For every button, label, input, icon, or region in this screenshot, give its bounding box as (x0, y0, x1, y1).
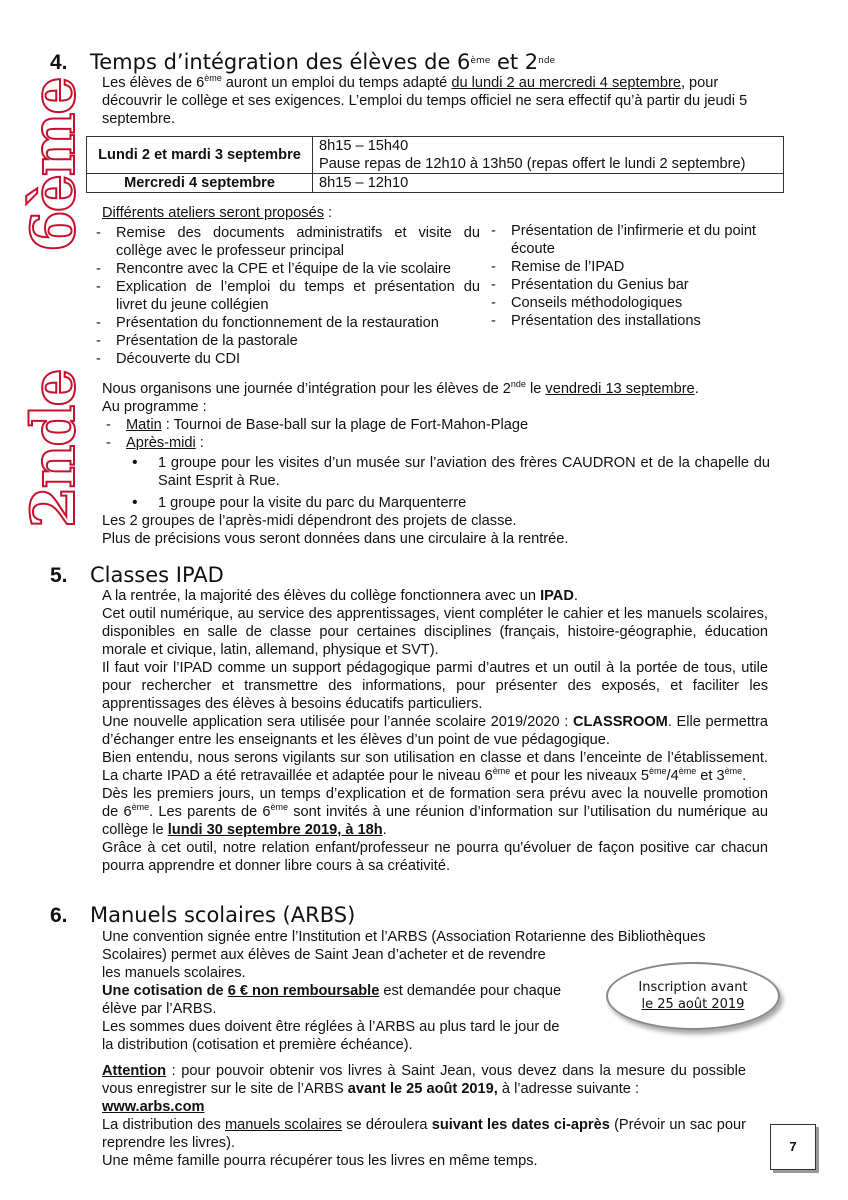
seconde-outro-2: Plus de précisions vous seront données dans une circulaire à la rentrée. (102, 531, 569, 547)
bubble-text: Inscription avant (638, 980, 748, 995)
schedule-table (86, 136, 784, 193)
list-item: - Explication de l’emploi du temps et présentation du livret du jeune collégien (96, 278, 480, 314)
section-5-title: 5. Classes IPAD (50, 563, 224, 587)
last-text: Une même famille pourra récupérer tous les livres en même temps. (102, 1153, 538, 1169)
section-4-intro: Les élèves de 6ème auront un emploi du temps adapté du lundi 2 au mercredi 4 septembre, pour découvrir le collège et ses exigences. L’emploi du temps officiel ne sera effectif qu’à partir du jeudi 5 septembre. (102, 73, 748, 127)
seconde-block (102, 380, 770, 548)
arbs-text: Scolaires) permet aux élèves de Saint Jean d’acheter et de revendre (102, 947, 546, 963)
schedule-hours: 8h15 – 15h40 Pause repas de 12h10 à 13h50 (repas offert le lundi 2 septembre) (313, 137, 784, 174)
list-item: - Présentation des installations (491, 312, 783, 330)
programme-label: Au programme : (102, 399, 207, 415)
cotisation-text: Une cotisation de 6 € non remboursable est demandée pour chaque (102, 983, 562, 999)
seconde-outro-1: Les 2 groupes de l’après-midi dépendront des projets de classe. (102, 513, 517, 529)
inscription-bubble (606, 962, 780, 1030)
section-5-body (102, 587, 768, 875)
sommes-text: la distribution (cotisation et première échéance). (102, 1037, 413, 1053)
ipad-paragraph: Il faut voir l’IPAD comme un support pédagogique parmi d’autres et un outil à la portée de tous, utile pour rechercher et transmettre des informations, pour présenter des exposés, et faciliter les apprentissages des élèves à besoins éducatifs particuliers. (102, 660, 768, 712)
ipad-intro: A la rentrée, la majorité des élèves du collège fonctionnera avec un IPAD. (102, 588, 578, 604)
ateliers-left-list (96, 224, 480, 368)
schedule-hours: 8h15 – 12h10 (313, 174, 784, 193)
list-item: • 1 groupe pour les visites d’un musée sur l’aviation des frères CAUDRON et de la chapelle du Saint Esprit à Rue. (102, 454, 770, 490)
ateliers-right-list (491, 222, 783, 330)
arbs-text: Une convention signée entre l’Institution et l’ARBS (Association Rotarienne des Bibliothèques (102, 929, 706, 945)
sommes-text: Les sommes dues doivent être réglées à l’ARBS au plus tard le jour de (102, 1019, 560, 1035)
table-row (87, 174, 784, 193)
section-6-title: 6. Manuels scolaires (ARBS) (50, 903, 356, 927)
page-number: 7 (770, 1124, 816, 1170)
table-row (87, 137, 784, 174)
section-4-title: 4. Temps d’intégration des élèves de 6ème et 2nde (50, 50, 556, 74)
conclusion-paragraph: Grâce à cet outil, notre relation enfant/professeur ne pourra qu'évoluer de façon positive car chacun pourra apprendre et donner libre cours à sa créativité. (102, 840, 768, 874)
list-item: - Remise des documents administratifs et visite du collège avec le professeur principal (96, 224, 480, 260)
list-item: - Après-midi : (106, 434, 770, 452)
list-item: - Matin : Tournoi de Base-ball sur la plage de Fort-Mahon-Plage (106, 416, 770, 434)
distribution-text: La distribution des manuels scolaires se déroulera suivant les dates ci-après (Prévoir un sac pour reprendre les livres). (102, 1117, 746, 1151)
attention-block (102, 1062, 746, 1170)
arbs-link[interactable]: www.arbs.com (102, 1099, 205, 1115)
side-label-seconde: 2nde (19, 370, 89, 528)
schedule-day: Lundi 2 et mardi 3 septembre (87, 137, 313, 174)
programme-list (106, 416, 770, 452)
reunion-paragraph: Dès les premiers jours, un temps d’explication et de formation sera prévu avec la nouvelle promotion de 6ème. Les parents de 6ème sont invités à une réunion d’information sur l’utilisation du numérique au collège le lundi 30 septembre 2019, à 18h. (102, 786, 768, 838)
list-item: - Rencontre avec la CPE et l’équipe de la vie scolaire (96, 260, 480, 278)
groupes-list (102, 454, 770, 512)
attention-text: Attention : pour pouvoir obtenir vos livres à Saint Jean, vous devez dans la mesure du possible vous enregistrer sur le site de l’ARBS avant le 25 août 2019, à l’adresse suivante : (102, 1063, 746, 1097)
list-item: - Remise de l’IPAD (491, 258, 783, 276)
arbs-text: les manuels scolaires. (102, 965, 246, 981)
schedule-day: Mercredi 4 septembre (87, 174, 313, 193)
list-item: - Présentation de la pastorale (96, 332, 480, 350)
side-label-sixieme: 6ème (19, 78, 89, 252)
list-item: • 1 groupe pour la visite du parc du Marquenterre (102, 494, 770, 512)
seconde-intro: Nous organisons une journée d’intégration pour les élèves de 2nde le vendredi 13 septembre. (102, 379, 699, 397)
arbs-url-line (102, 1098, 746, 1116)
list-item: - Présentation du Genius bar (491, 276, 783, 294)
charte-paragraph: Bien entendu, nous serons vigilants sur son utilisation en classe et dans l’enceinte de l’établissement. La charte IPAD a été retravaillée et adaptée pour le niveau 6ème et pour les niveaux 5ème/4ème et 3ème. (102, 750, 768, 784)
ateliers-heading: Différents ateliers seront proposés : (102, 205, 333, 221)
cotisation-text: élève par l’ARBS. (102, 1001, 217, 1017)
classroom-paragraph: Une nouvelle application sera utilisée pour l’année scolaire 2019/2020 : CLASSROOM. Elle permettra d’échanger entre les enseignants et les élèves d’un point de vue pédagogique. (102, 714, 768, 748)
list-item: - Découverte du CDI (96, 350, 480, 368)
list-item: - Conseils méthodologiques (491, 294, 783, 312)
list-item: - Présentation de l’infirmerie et du point écoute (491, 222, 783, 258)
ipad-paragraph: Cet outil numérique, au service des apprentissages, vient compléter le cahier et les manuels scolaires, disponibles en salle de classe pour certaines disciplines (français, histoire-géographie, éducation morale et civique, latin, allemand, physique et SVT). (102, 606, 768, 658)
bubble-date: le 25 août 2019 (641, 997, 745, 1012)
list-item: - Présentation du fonctionnement de la restauration (96, 314, 480, 332)
